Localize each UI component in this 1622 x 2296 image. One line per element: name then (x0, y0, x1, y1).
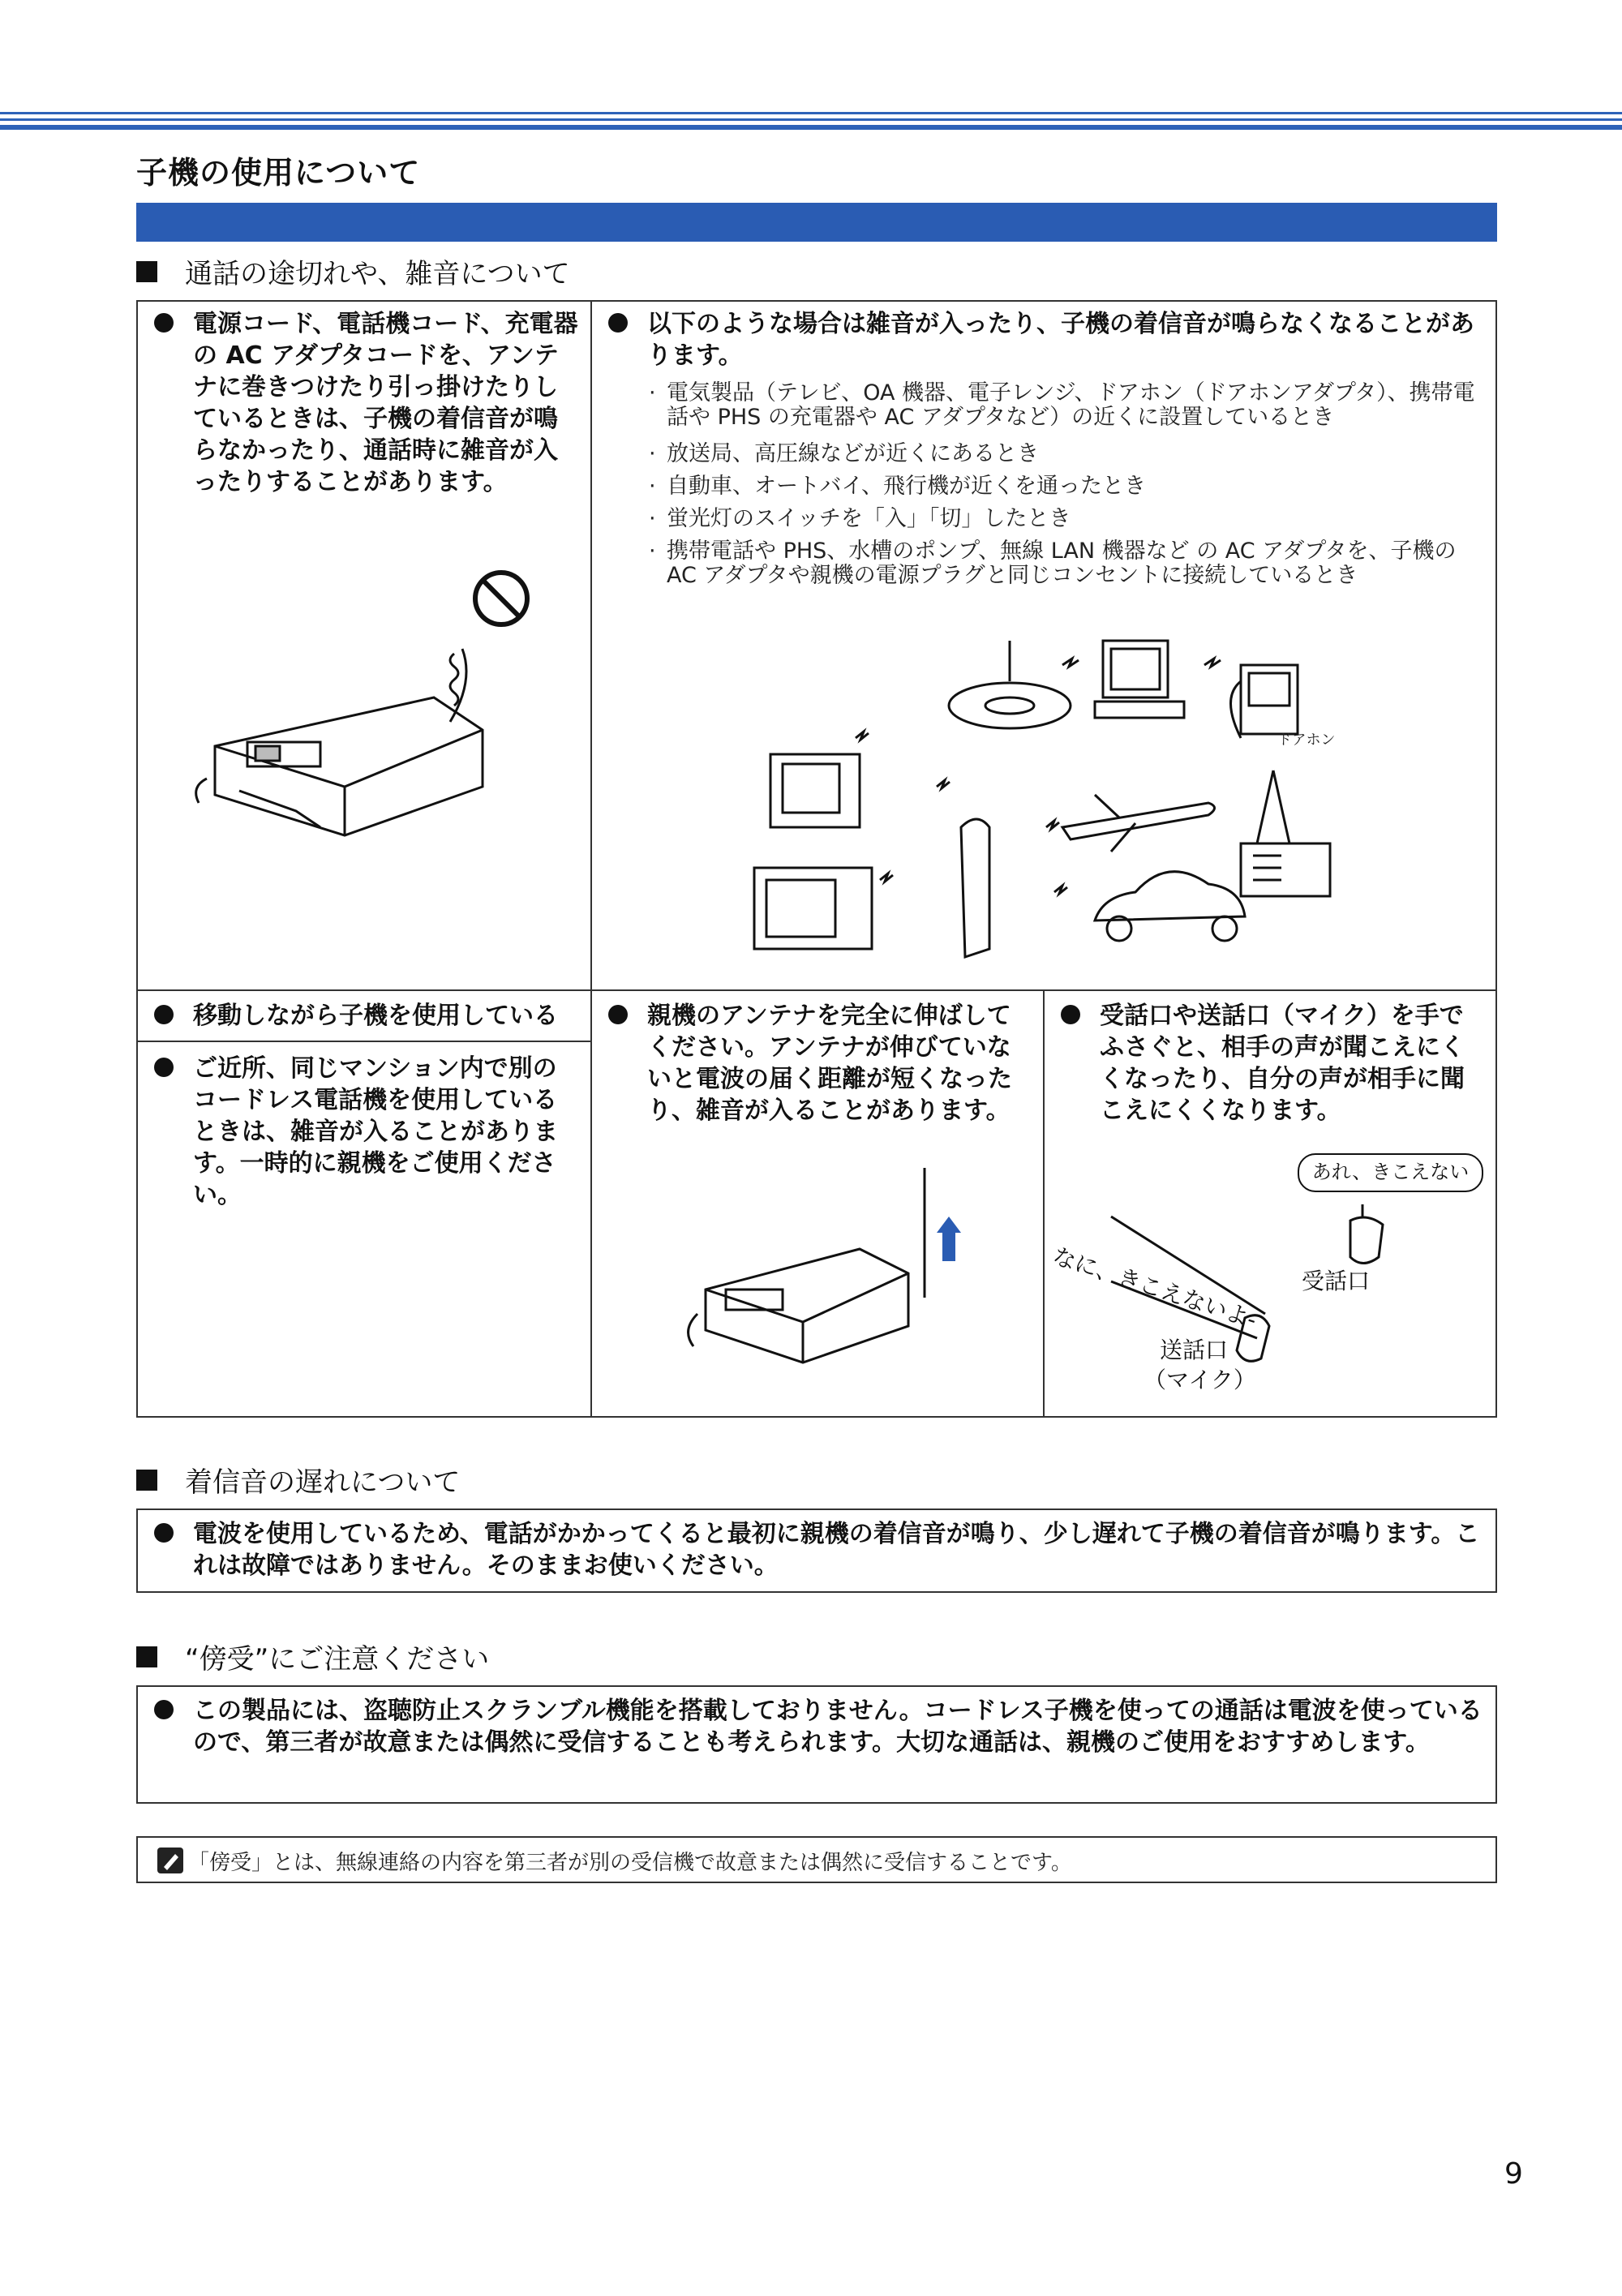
top-rule-3 (0, 125, 1622, 130)
cell-b-item-5: · 携帯電話や PHS、水槽のポンプ、無線 LAN 機器など の AC アダプタを、子機の AC アダプタや親機の電源プラグと同じコンセントに接続しているとき (649, 539, 1457, 588)
table-divider-v2 (1043, 989, 1045, 1418)
bullet-icon (1061, 1005, 1080, 1024)
cell-f-text: 受話口や送話口（マイク）を手でふさぐと、相手の声が聞こえにくくなったり、自分の声が相手に聞こえにくくなります。 (1061, 1000, 1487, 1127)
bullet-icon (608, 1005, 628, 1024)
hand-covering-phone-icon (1095, 1200, 1419, 1363)
mic-sublabel: （マイク） (1144, 1367, 1256, 1393)
bullet-icon (154, 1523, 174, 1543)
speech-bubble: あれ、きこえない (1298, 1153, 1483, 1192)
bullet-icon (154, 1700, 174, 1719)
cell-d-text: ご近所、同じマンション内で別のコードレス電話機を使用しているときは、雑音が入ることがあります。一時的に親機をご使用ください。 (154, 1053, 580, 1211)
top-rule-2 (0, 118, 1622, 121)
section2-heading: 着信音の遅れについて (136, 1460, 460, 1500)
table-divider-v1 (590, 300, 592, 1418)
note-text: 「傍受」とは、無線連絡の内容を第三者が別の受信機で故意または偶然に受信することです。 (188, 1851, 1072, 1875)
cell-b-item-3: · 自動車、オートバイ、飛行機が近くを通ったとき (649, 474, 1147, 499)
cell-c-text: 移動しながら子機を使用している (154, 1000, 580, 1032)
title-bar (136, 203, 1497, 242)
interference-sources-illustration (754, 633, 1338, 957)
prohibited-icon (470, 568, 535, 633)
bullet-icon (154, 313, 174, 333)
page-number: 9 (1504, 2157, 1523, 2191)
top-rule-1 (0, 112, 1622, 114)
square-bullet-icon (136, 1470, 157, 1491)
cell-b-item-4: · 蛍光灯のスイッチを「入」「切」したとき (649, 506, 1071, 531)
section3-text: この製品には、盗聴防止スクランブル機能を搭載しておりません。コードレス子機を使っての通話は電波を使っているので、第三者が故意または偶然に受信することも考えられます。大切な通話は、親機のご使用をおすすめします。 (154, 1695, 1484, 1758)
square-bullet-icon (136, 261, 157, 282)
bullet-icon (154, 1005, 174, 1024)
square-bullet-icon (136, 1646, 157, 1667)
page-title: 子機の使用について (136, 155, 421, 191)
doorphone-label: ドアホン (1277, 732, 1336, 749)
bullet-icon (608, 313, 628, 333)
section1-heading: 通話の途切れや、雑音について (136, 251, 570, 291)
section3-heading: “傍受”にご注意ください (136, 1637, 489, 1676)
caller-speech-text: なに、きこえないよ- (1049, 1242, 1260, 1334)
note-icon (157, 1848, 183, 1873)
table-divider-h2 (136, 1041, 590, 1042)
table-divider-h1 (136, 989, 1497, 991)
cell-b-item-1: · 電気製品（テレビ、OA 機器、電子レンジ、ドアホン（ドアホンアダプタ）、携帯電話や PHS の充電器や AC アダプタなど）の近くに設置しているとき (649, 380, 1475, 430)
printer-with-tangled-cord-icon (191, 649, 515, 843)
section2-text: 電波を使用しているため、電話がかかってくると最初に親機の着信音が鳴り、少し遅れて子機の着信音が鳴ります。これは故障ではありません。そのままお使いください。 (154, 1518, 1484, 1581)
cell-b-item-2: · 放送局、高圧線などが近くにあるとき (649, 441, 1039, 466)
cell-a-text: 電源コード、電話機コード、充電器の AC アダプタコードを、アンテナに巻きつけたり引っ掛けたりしているときは、子機の着信音が鳴らなかったり、通話時に雑音が入ったりすることがあります。 (154, 308, 580, 498)
mic-label: 送話口 (1160, 1337, 1229, 1363)
printer-antenna-up-icon (681, 1168, 957, 1379)
cell-e-text: 親機のアンテナを完全に伸ばしてください。アンテナが伸びていないと電波の届く距離が短くなったり、雑音が入ることがあります。 (608, 1000, 1034, 1127)
receiver-label: 受話口 (1302, 1268, 1371, 1294)
cell-b-lead: 以下のような場合は雑音が入ったり、子機の着信音が鳴らなくなることがあります。 (608, 308, 1484, 371)
bullet-icon (154, 1058, 174, 1077)
